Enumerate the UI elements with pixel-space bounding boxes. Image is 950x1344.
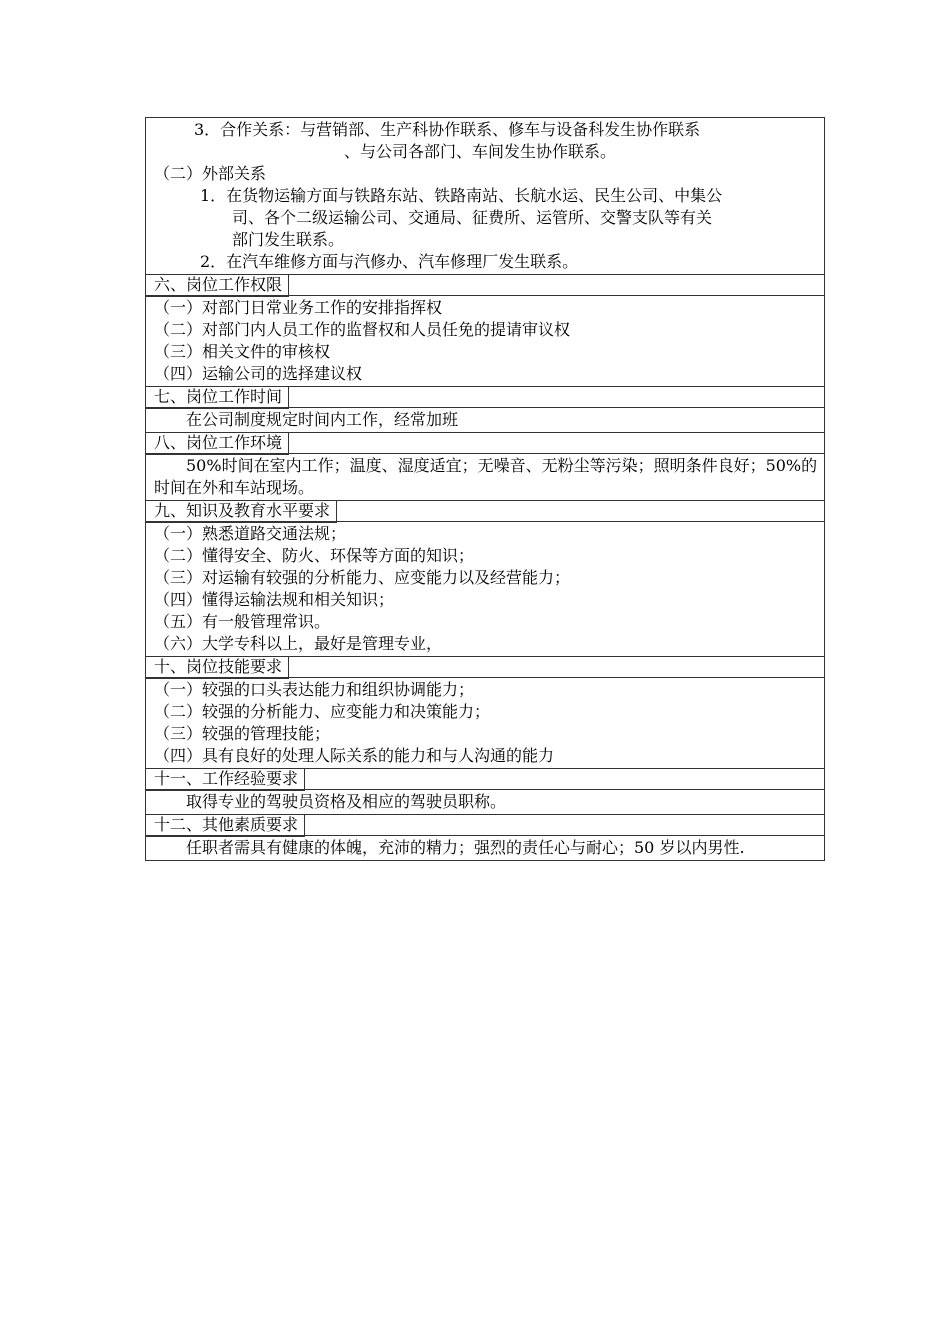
section-title: 十、岗位技能要求 <box>145 656 289 679</box>
section-header-experience <box>145 768 825 791</box>
list-item: （二）较强的分析能力、应变能力和决策能力； <box>154 702 491 721</box>
list-item: （一）对部门日常业务工作的安排指挥权 <box>154 298 443 317</box>
external-relation-item-2: 2．在汽车维修方面与汽修办、汽车修理厂发生联系。 <box>200 252 579 271</box>
internal-relation-item-3-line-1: 3．合作关系：与营销部、生产科协作联系、修车与设备科发生协作联系 <box>194 120 701 139</box>
section-header-other <box>145 814 825 837</box>
section-body-skills <box>145 677 825 769</box>
list-item: （一）熟悉道路交通法规； <box>154 524 347 543</box>
section-body-authority <box>145 295 825 387</box>
section-header-education <box>145 500 825 523</box>
section-body-experience <box>145 789 825 815</box>
external-relation-item-1-line-1: 1．在货物运输方面与铁路东站、铁路南站、长航水运、民生公司、中集公 <box>200 186 723 205</box>
list-item: （四）懂得运输法规和相关知识； <box>154 590 395 609</box>
section-title: 九、知识及教育水平要求 <box>145 500 337 523</box>
relations-block <box>145 117 825 275</box>
section-title: 十二、其他素质要求 <box>145 814 305 837</box>
section-text: 50%时间在室内工作；温度、湿度适宜；无噪音、无粉尘等污染；照明条件良好；50%的时间在外和车站现场。 <box>154 456 818 497</box>
external-relation-item-1-line-3: 部门发生联系。 <box>232 230 345 249</box>
job-description-document <box>145 117 825 861</box>
list-item: （二）对部门内人员工作的监督权和人员任免的提请审议权 <box>154 320 571 339</box>
section-text: 在公司制度规定时间内工作，经常加班 <box>186 410 459 429</box>
list-item: （二）懂得安全、防火、环保等方面的知识； <box>154 546 475 565</box>
list-item: （四）具有良好的处理人际关系的能力和与人沟通的能力 <box>154 746 555 765</box>
section-title: 七、岗位工作时间 <box>145 386 289 409</box>
section-body-environment <box>145 453 825 501</box>
section-text: 任职者需具有健康的体魄，充沛的精力；强烈的责任心与耐心；50 岁以内男性. <box>186 838 745 857</box>
section-body-education <box>145 521 825 657</box>
section-header-environment <box>145 432 825 455</box>
list-item: （六）大学专科以上，最好是管理专业， <box>154 634 443 653</box>
section-body-other <box>145 835 825 861</box>
list-item: （三）较强的管理技能； <box>154 724 331 743</box>
list-item: （四）运输公司的选择建议权 <box>154 364 363 383</box>
section-header-work-time <box>145 386 825 409</box>
section-title: 六、岗位工作权限 <box>145 274 289 297</box>
internal-relation-item-3-line-2: 、与公司各部门、车间发生协作联系。 <box>344 142 617 161</box>
list-item: （一）较强的口头表达能力和组织协调能力； <box>154 680 475 699</box>
list-item: （三）相关文件的审核权 <box>154 342 331 361</box>
section-header-authority <box>145 274 825 297</box>
section-body-work-time <box>145 407 825 433</box>
external-relations-title: （二）外部关系 <box>154 164 267 183</box>
list-item: （三）对运输有较强的分析能力、应变能力以及经营能力； <box>154 568 571 587</box>
list-item: （五）有一般管理常识。 <box>154 612 331 631</box>
section-title: 八、岗位工作环境 <box>145 432 289 455</box>
section-title: 十一、工作经验要求 <box>145 768 305 791</box>
external-relation-item-1-line-2: 司、各个二级运输公司、交通局、征费所、运管所、交警支队等有关 <box>232 208 713 227</box>
section-text: 取得专业的驾驶员资格及相应的驾驶员职称。 <box>186 792 507 811</box>
section-header-skills <box>145 656 825 679</box>
